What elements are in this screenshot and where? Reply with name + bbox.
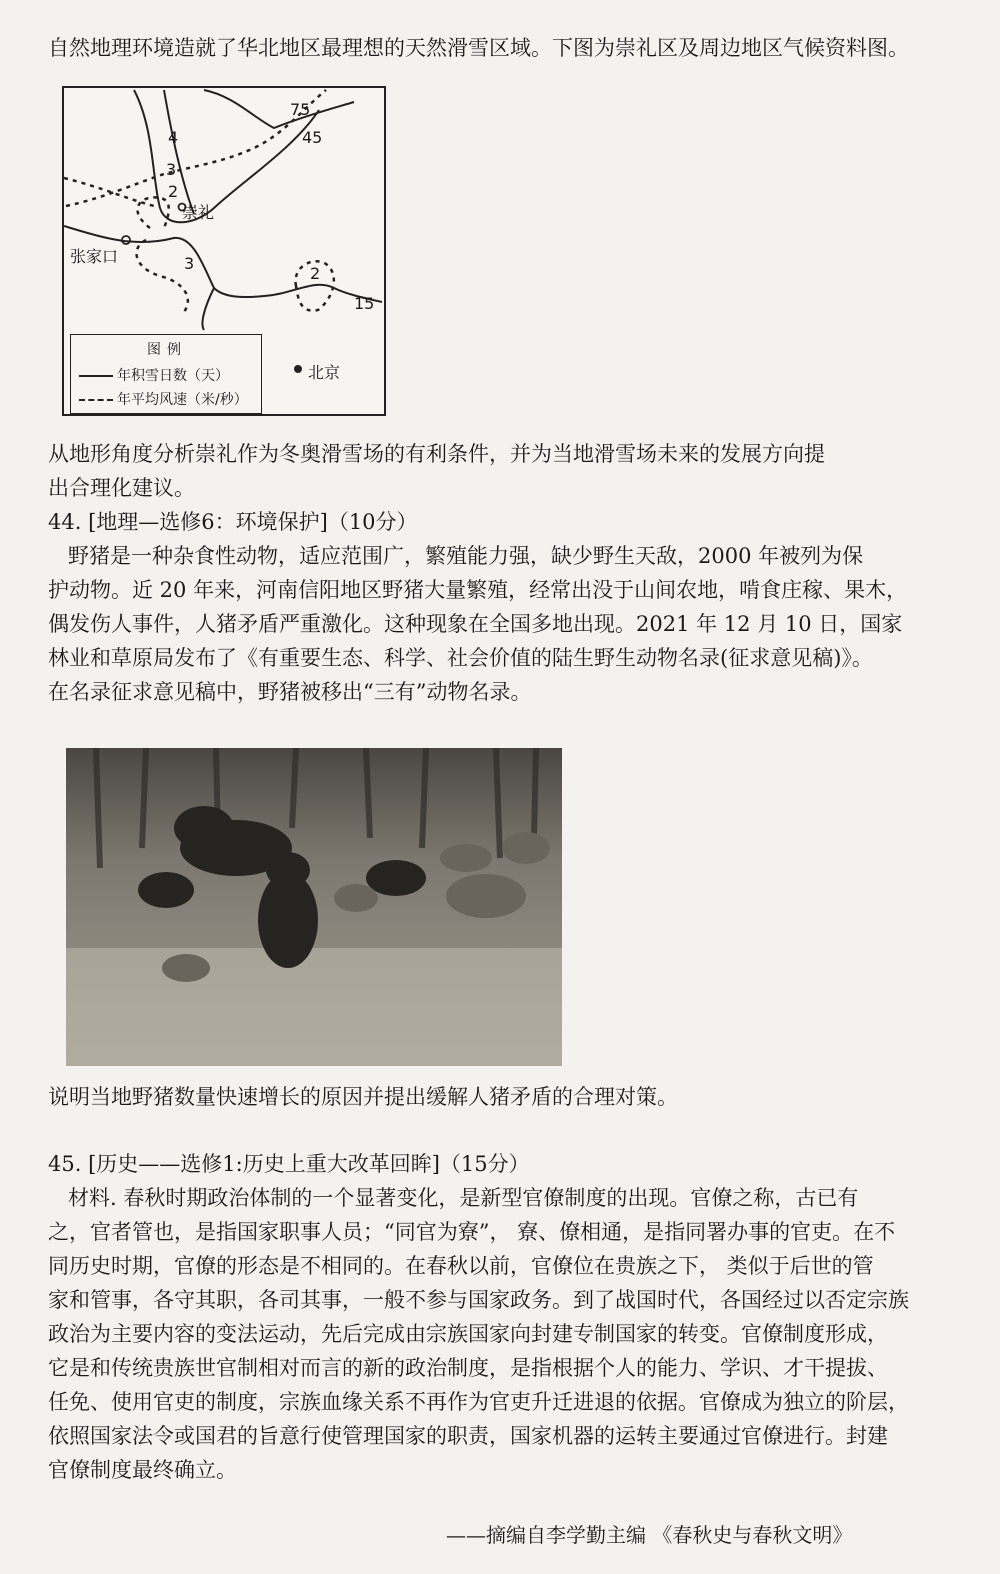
climate-map xyxy=(62,86,386,416)
wild-boar-illustration xyxy=(66,748,562,1066)
legend-solid-label: 年积雪日数（天） xyxy=(117,368,229,384)
town-label-chongli: 崇礼 xyxy=(182,203,215,222)
q45-paragraph-line: 材料. 春秋时期政治体制的一个显著变化，是新型官僚制度的出现。官僚之称，古已有 xyxy=(68,1186,859,1210)
q44-task: 说明当地野猪数量快速增长的原因并提出缓解人猪矛盾的合理对策。 xyxy=(48,1085,678,1109)
solid-line-swatch xyxy=(79,375,113,377)
isoline-label: 3 xyxy=(166,160,177,179)
legend-row-dashed xyxy=(79,389,248,409)
wild-boar-photo xyxy=(66,748,562,1066)
q45-paragraph-line: 同历史时期，官僚的形态是不相同的。在春秋以前，官僚位在贵族之下， 类似于后世的管 xyxy=(48,1254,874,1278)
isoline-label: 3 xyxy=(184,254,195,273)
q43-task-line: 从地形角度分析崇礼作为冬奥滑雪场的有利条件，并为当地滑雪场未来的发展方向提 xyxy=(48,442,825,466)
isoline-label: 45 xyxy=(302,128,323,147)
dashed-line-swatch xyxy=(79,399,113,401)
q45-paragraph-line: 依照国家法令或国君的旨意行使管理国家的职责，国家机器的运转主要通过官僚进行。封建 xyxy=(48,1424,888,1448)
isoline-label: 4 xyxy=(168,128,179,147)
q44-paragraph-line: 在名录征求意见稿中，野猪被移出“三有”动物名录。 xyxy=(48,680,532,704)
q44-paragraph-line: 野猪是一种杂食性动物，适应范围广，繁殖能力强，缺少野生天敌，2000 年被列为保 xyxy=(68,544,864,568)
q45-source: ——摘编自李学勤主编 《春秋史与春秋文明》 xyxy=(446,1523,853,1547)
q45-paragraph-line: 政治为主要内容的变法运动，先后完成由宗族国家向封建专制国家的转变。官僚制度形成， xyxy=(48,1322,888,1346)
town-label-zhangjiakou: 张家口 xyxy=(70,247,119,266)
q45-paragraph-line: 任免、使用官吏的制度，宗族血缘关系不再作为官吏升迁进退的依据。官僚成为独立的阶层， xyxy=(48,1390,909,1414)
isoline-label: 75 xyxy=(290,100,311,119)
q44-paragraph-line: 护动物。近 20 年来，河南信阳地区野猪大量繁殖，经常出没于山间农地，啃食庄稼、果木， xyxy=(48,578,908,602)
legend-dashed-label: 年平均风速（米/秒） xyxy=(117,392,248,408)
q44-paragraph-line: 偶发伤人事件，人猪矛盾严重激化。这种现象在全国多地出现。2021 年 12 月 10 日，国家 xyxy=(48,612,903,636)
legend-title: 图例 xyxy=(147,342,187,358)
isoline-label: 15 xyxy=(354,294,375,313)
intro-text: 自然地理环境造就了华北地区最理想的天然滑雪区域。下图为崇礼区及周边地区气候资料图。 xyxy=(48,36,909,60)
q45-paragraph-line: 家和管事，各守其职，各司其事，一般不参与国家政务。到了战国时代，各国经过以否定宗族 xyxy=(48,1288,909,1312)
q43-task-line: 出合理化建议。 xyxy=(48,476,195,500)
legend-row-solid xyxy=(79,365,229,385)
q44-paragraph-line: 林业和草原局发布了《有重要生态、科学、社会价值的陆生野生动物名录(征求意见稿)》。 xyxy=(48,646,873,670)
q45-paragraph-line: 之，官者管也，是指国家职事人员；“同官为寮”， 寮、僚相通，是指同署办事的官吏。在不 xyxy=(48,1220,896,1244)
q44-heading: 44. [地理—选修6：环境保护]（10分） xyxy=(48,510,418,534)
isoline-label: 2 xyxy=(168,182,179,201)
q45-paragraph-line: 它是和传统贵族世官制相对而言的新的政治制度，是指根据个人的能力、学识、才干提拔、 xyxy=(48,1356,888,1380)
q45-heading: 45. [历史——选修1:历史上重大改革回眸]（15分） xyxy=(48,1152,530,1176)
q45-paragraph-line: 官僚制度最终确立。 xyxy=(48,1458,237,1482)
town-label-beijing: 北京 xyxy=(308,363,341,382)
map-legend xyxy=(70,334,262,414)
isoline-label: 2 xyxy=(310,264,321,283)
